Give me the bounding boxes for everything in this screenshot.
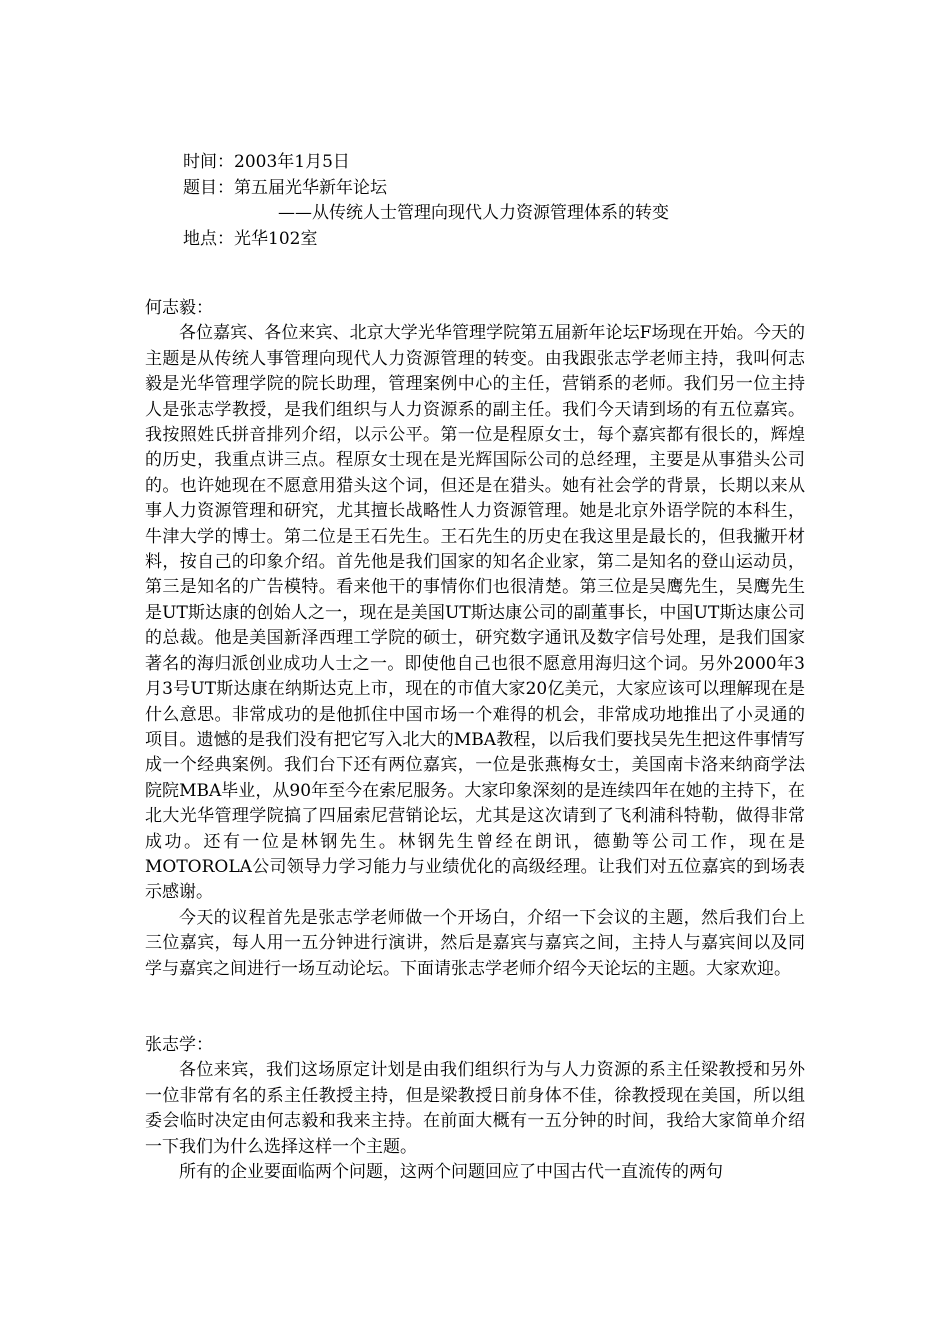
paragraph: 所有的企业要面临两个问题，这两个问题回应了中国古代一直流传的两句 xyxy=(179,1162,723,1182)
header-time: 时间：2003年1月5日 xyxy=(183,152,350,172)
header-title: 题目：第五届光华新年论坛 xyxy=(183,177,387,198)
section-gap xyxy=(145,982,805,1033)
paragraph: 各位来宾，我们这场原定计划是由我们组织行为与人力资源的系主任梁教授和另外一位非常有名的系主任教授主持，但是梁教授日前身体不佳，徐教授现在美国，所以组委会临时决定由何志毅和我来主持。在前面大概有一五分钟的时间，我给大家简单介绍一下我们为什么选择这样一个主题。 xyxy=(145,1060,805,1157)
speaker-name: 张志学： xyxy=(145,1034,213,1055)
document-header xyxy=(183,150,669,252)
header-place: 地点：光华102室 xyxy=(183,228,318,249)
speaker-name: 何志毅： xyxy=(145,298,213,318)
paragraph: 各位嘉宾、各位来宾、北京大学光华管理学院第五届新年论坛F场现在开始。今天的主题是从传统人事管理向现代人力资源管理的转变。由我跟张志学老师主持，我叫何志毅是光华管理学院的院长助理，管理案例中心的主任，营销系的老师。我们另一位主持人是张志学教授，是我们组织与人力资源系的副主任。我们今天请到场的有五位嘉宾。我按照姓氏拼音排列介绍，以示公平。第一位是程原女士，每个嘉宾都有很长的，辉煌的历史，我重点讲三点。程原女士现在是光辉国际公司的总经理，主要是从事猎头公司的。也许她现在不愿意用猎头这个词，但还是在猎头。她有社会学的背景，长期以来从事人力资源管理和研究，尤其擅长战略性人力资源管理。她是北京外语学院的本科生，牛津大学的博士。第二位是王石先生。王石先生的历史在我这里是最长的，但我撇开材料，按自己的印象介绍。首先他是我们国家的知名企业家，第二是知名的登山运动员，第三是知名的广告模特。看来他干的事情你们也很清楚。第三位是吴鹰先生，吴鹰先生是UT斯达康的创始人之一，现在是美国UT斯达康公司的副董事长，中国UT斯达康公司的总裁。他是美国新泽西理工学院的硕士，研究数字通讯及数字信号处理，是我们国家著名的海归派创业成功人士之一。即使他自己也很不愿意用海归这个词。另外2000年3月3号UT斯达康在纳斯达克上市，现在的市值大家20亿美元，大家应该可以理解现在是什么意思。非常成功的是他抓住中国市场一个难得的机会，非常成功地推出了小灵通的项目。遗憾的是我们没有把它写入北大的MBA教程，以后我们要找吴先生把这件事情写成一个经典案例。我们台下还有两位嘉宾，一位是张燕梅女士，美国南卡洛来纳商学法院院MBA毕业，从90年至今在索尼服务。大家印象深刻的是连续四年在她的主持下，在北大光华管理学院搞了四届索尼营销论坛，尤其是这次请到了飞利浦科特勒，做得非常成功。还有一位是林钢先生。林钢先生曾经在朗讯，德勤等公司工作，现在是MOTOROLA公司领导力学习能力与业绩优化的高级经理。让我们对五位嘉宾的到场表示感谢。 xyxy=(145,323,805,903)
speaker-section-zhang xyxy=(145,1033,805,1185)
transcript-body xyxy=(145,296,805,1185)
header-subtitle: ——从传统人士管理向现代人力资源管理体系的转变 xyxy=(278,203,669,223)
paragraph: 今天的议程首先是张志学老师做一个开场白，介绍一下会议的主题，然后我们台上三位嘉宾，每人用一五分钟进行演讲，然后是嘉宾与嘉宾之间，主持人与嘉宾间以及同学与嘉宾之间进行一场互动论坛。下面请张志学老师介绍今天论坛的主题。大家欢迎。 xyxy=(145,907,805,979)
speaker-section-he xyxy=(145,296,805,982)
